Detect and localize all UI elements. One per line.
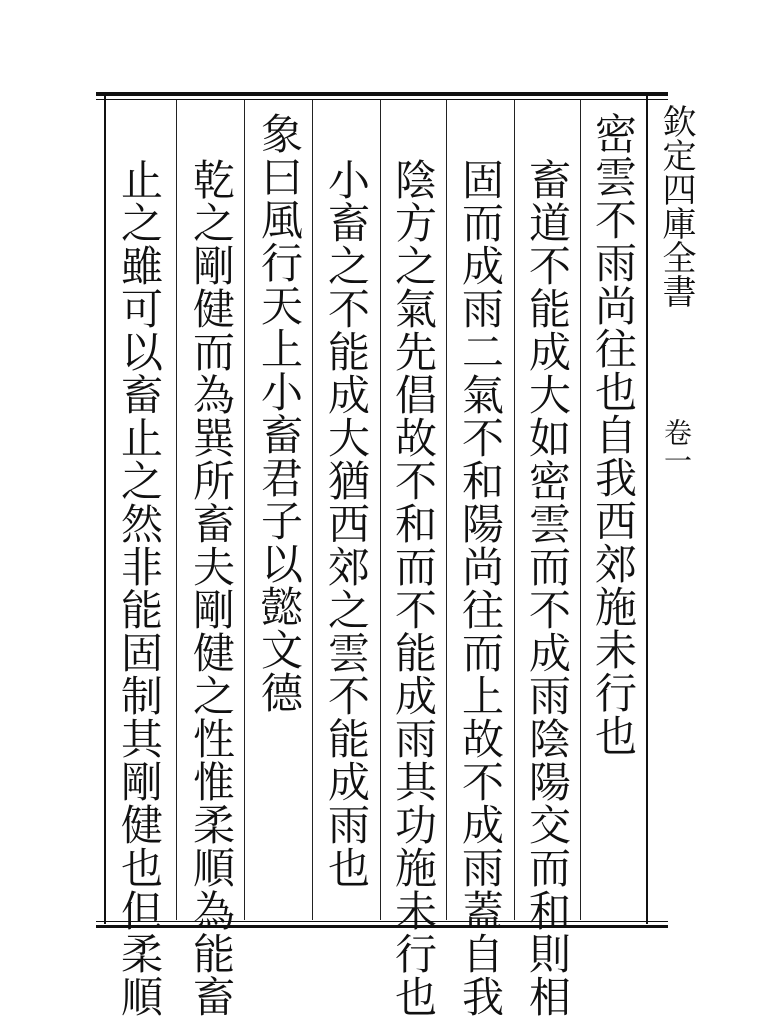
text-column-3: 固而成雨二氣不和陽尚往而上故不成雨蓋自我 [456,158,505,1018]
column-divider [312,100,313,920]
text-column-1: 密雲不雨尚往也自我西郊施未行也 [589,112,638,757]
bottom-border-thin [96,921,668,922]
text-column-5: 小畜之不能成大猶西郊之雲不能成雨也 [322,158,371,889]
text-column-8: 止之雖可以畜止之然非能固制其剛健也但柔順 [115,158,164,1018]
column-divider [514,100,515,920]
text-column-2: 畜道不能成大如密雲而不成雨陰陽交而和則相 [523,158,572,1018]
column-divider [446,100,447,920]
column-divider [244,100,245,920]
margin-volume-number: 卷一 [660,418,693,474]
right-border [646,96,648,924]
left-border [104,96,106,924]
bottom-border-thick [96,925,668,928]
column-divider [580,100,581,920]
text-column-6: 象曰風行天上小畜君子以懿文德 [255,112,304,714]
text-column-7: 乾之剛健而為巽所畜夫剛健之性惟柔順為能畜 [187,158,236,1018]
top-border-thick [96,92,668,96]
text-column-4: 陰方之氣先倡故不和而不能成雨其功施未行也 [389,158,438,1018]
top-border-thin [96,99,668,100]
column-divider [380,100,381,920]
column-divider [176,100,177,920]
margin-book-title: 欽定四庫全書 [656,104,696,308]
